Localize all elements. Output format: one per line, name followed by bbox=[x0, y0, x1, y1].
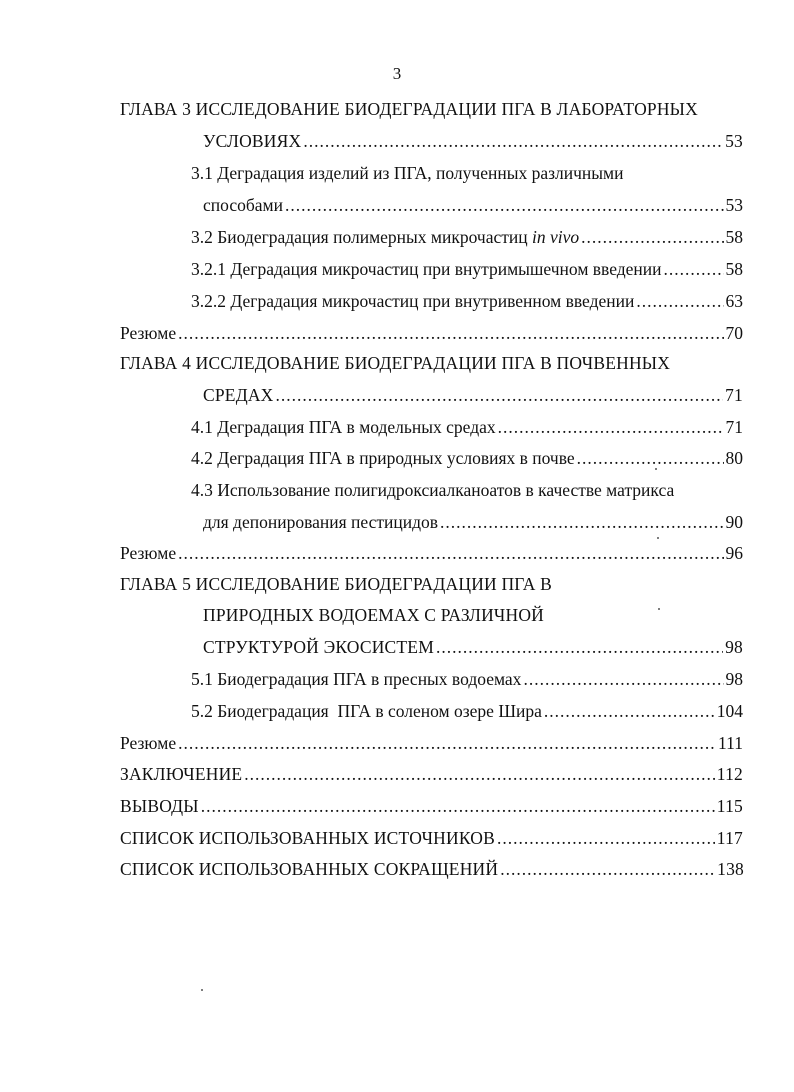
toc-section-4-3-entry[interactable] bbox=[203, 509, 743, 535]
toc-section-3-1-title[interactable] bbox=[191, 160, 751, 186]
toc-page-number: 58 bbox=[725, 259, 743, 279]
toc-chapter-4-title-text: ГЛАВА 4 ИССЛЕДОВАНИЕ БИОДЕГРАДАЦИИ ПГА В ПОЧВЕННЫХ bbox=[120, 353, 671, 373]
leader-dots bbox=[544, 698, 715, 724]
toc-page-number: 71 bbox=[725, 385, 743, 405]
leader-dots bbox=[498, 414, 724, 440]
toc-section-3-1-entry[interactable] bbox=[203, 192, 743, 218]
leader-dots bbox=[523, 666, 723, 692]
leader-dots bbox=[497, 825, 715, 851]
toc-entry-text: 4.3 Использование полигидроксиалканоатов в качестве матрикса bbox=[191, 480, 675, 500]
toc-page-number: 117 bbox=[716, 828, 743, 848]
toc-section-4-3-title[interactable] bbox=[191, 477, 751, 503]
toc-entry-text: СПИСОК ИСПОЛЬЗОВАННЫХ СОКРАЩЕНИЙ bbox=[120, 859, 499, 879]
leader-dots bbox=[664, 256, 724, 282]
toc-page-number: 53 bbox=[725, 131, 743, 151]
toc-entry-text: ВЫВОДЫ bbox=[120, 796, 199, 816]
leader-dots bbox=[440, 509, 723, 535]
leader-dots bbox=[436, 634, 723, 660]
toc-page-number: 96 bbox=[725, 543, 743, 563]
toc-page-number: 115 bbox=[716, 796, 743, 816]
toc-entry-text: 3.2 Биодеградация полимерных микрочастиц bbox=[191, 227, 528, 247]
toc-abbreviations[interactable] bbox=[120, 856, 744, 882]
toc-entry-text: способами bbox=[203, 195, 283, 215]
toc-entry-text: 3.2.2 Деградация микрочастиц при внутривенном введении bbox=[191, 291, 635, 311]
toc-section-4-1[interactable] bbox=[191, 414, 743, 440]
toc-entry-text: СТРУКТУРОЙ ЭКОСИСТЕМ bbox=[203, 637, 434, 657]
scan-speck bbox=[655, 468, 657, 470]
toc-entry-text: для депонирования пестицидов bbox=[203, 512, 439, 532]
toc-resume-1[interactable] bbox=[120, 320, 743, 346]
toc-section-4-2[interactable] bbox=[191, 445, 743, 471]
leader-dots bbox=[303, 128, 723, 154]
toc-page-number: 80 bbox=[725, 448, 743, 468]
toc-entry-text: СПИСОК ИСПОЛЬЗОВАННЫХ ИСТОЧНИКОВ bbox=[120, 828, 496, 848]
toc-entry-text: 3.2.1 Деградация микрочастиц при внутримышечном введении bbox=[191, 259, 662, 279]
scan-speck bbox=[657, 537, 659, 539]
leader-dots bbox=[178, 540, 723, 566]
toc-chapter-4-entry[interactable] bbox=[203, 382, 743, 408]
toc-resume-3[interactable] bbox=[120, 730, 743, 756]
toc-page-number: 98 bbox=[725, 637, 743, 657]
toc-entry-text: 4.2 Деградация ПГА в природных условиях в почве bbox=[191, 448, 575, 468]
toc-entry-text: СРЕДАХ bbox=[203, 385, 274, 405]
toc-entry-text: Резюме bbox=[120, 543, 177, 563]
toc-entry-text: 5.2 Биодеградация ПГА в соленом озере Шира bbox=[191, 701, 542, 721]
toc-page-number: 63 bbox=[725, 291, 743, 311]
toc-page-number: 70 bbox=[725, 323, 743, 343]
leader-dots bbox=[500, 856, 715, 882]
toc-findings[interactable] bbox=[120, 793, 743, 819]
toc-entry-text: Резюме bbox=[120, 733, 177, 753]
toc-page-number: 138 bbox=[717, 859, 744, 879]
toc-page-number: 90 bbox=[725, 512, 743, 532]
toc-entry-text: 3.1 Деградация изделий из ПГА, полученных различными bbox=[191, 163, 624, 183]
toc-section-5-1[interactable] bbox=[191, 666, 743, 692]
leader-dots bbox=[276, 382, 724, 408]
toc-section-3-2-1[interactable] bbox=[191, 256, 743, 282]
toc-page-number: 104 bbox=[716, 701, 743, 721]
toc-entry-text: УСЛОВИЯХ bbox=[203, 131, 302, 151]
toc-chapter-5-title-text: ГЛАВА 5 ИССЛЕДОВАНИЕ БИОДЕГРАДАЦИИ ПГА В bbox=[120, 574, 552, 594]
toc-chapter-5-title[interactable] bbox=[120, 571, 750, 597]
toc-chapter-3-title[interactable] bbox=[120, 96, 750, 122]
toc-page-number: 58 bbox=[725, 227, 743, 247]
toc-entry-italic-text: in vivo bbox=[532, 227, 580, 247]
toc-chapter-3-title-text: ГЛАВА 3 ИССЛЕДОВАНИЕ БИОДЕГРАДАЦИИ ПГА В ЛАБОРАТОРНЫХ bbox=[120, 99, 698, 119]
toc-resume-2[interactable] bbox=[120, 540, 743, 566]
toc-section-3-2[interactable] bbox=[191, 224, 743, 250]
leader-dots bbox=[581, 224, 723, 250]
leader-dots bbox=[178, 730, 716, 756]
leader-dots bbox=[178, 320, 723, 346]
toc-conclusion[interactable] bbox=[120, 761, 743, 787]
toc-page-number: 112 bbox=[716, 764, 743, 784]
toc-page-number: 98 bbox=[725, 669, 743, 689]
toc-section-3-2-2[interactable] bbox=[191, 288, 743, 314]
toc-entry-text: 5.1 Биодеградация ПГА в пресных водоемах bbox=[191, 669, 522, 689]
toc-references[interactable] bbox=[120, 825, 743, 851]
leader-dots bbox=[285, 192, 724, 218]
toc-page-number: 111 bbox=[718, 733, 743, 753]
toc-entry-text: Резюме bbox=[120, 323, 177, 343]
toc-entry-text: ЗАКЛЮЧЕНИЕ bbox=[120, 764, 243, 784]
toc-chapter-3-entry[interactable] bbox=[203, 128, 743, 154]
toc-section-5-2[interactable] bbox=[191, 698, 743, 724]
toc-chapter-5-entry[interactable] bbox=[203, 634, 743, 660]
leader-dots bbox=[201, 793, 715, 819]
leader-dots bbox=[577, 445, 724, 471]
toc-chapter-4-title[interactable] bbox=[120, 350, 750, 376]
toc-entry-text: ПРИРОДНЫХ ВОДОЕМАХ С РАЗЛИЧНОЙ bbox=[203, 605, 545, 625]
leader-dots bbox=[636, 288, 723, 314]
scan-speck bbox=[201, 989, 203, 991]
toc-chapter-5-title-line-2[interactable] bbox=[203, 602, 743, 628]
toc-entry-text: 4.1 Деградация ПГА в модельных средах bbox=[191, 417, 496, 437]
toc-page-number: 53 bbox=[725, 195, 743, 215]
leader-dots bbox=[244, 761, 715, 787]
scan-speck bbox=[658, 608, 660, 610]
toc-page-number: 71 bbox=[725, 417, 743, 437]
page-number: 3 bbox=[392, 64, 402, 83]
